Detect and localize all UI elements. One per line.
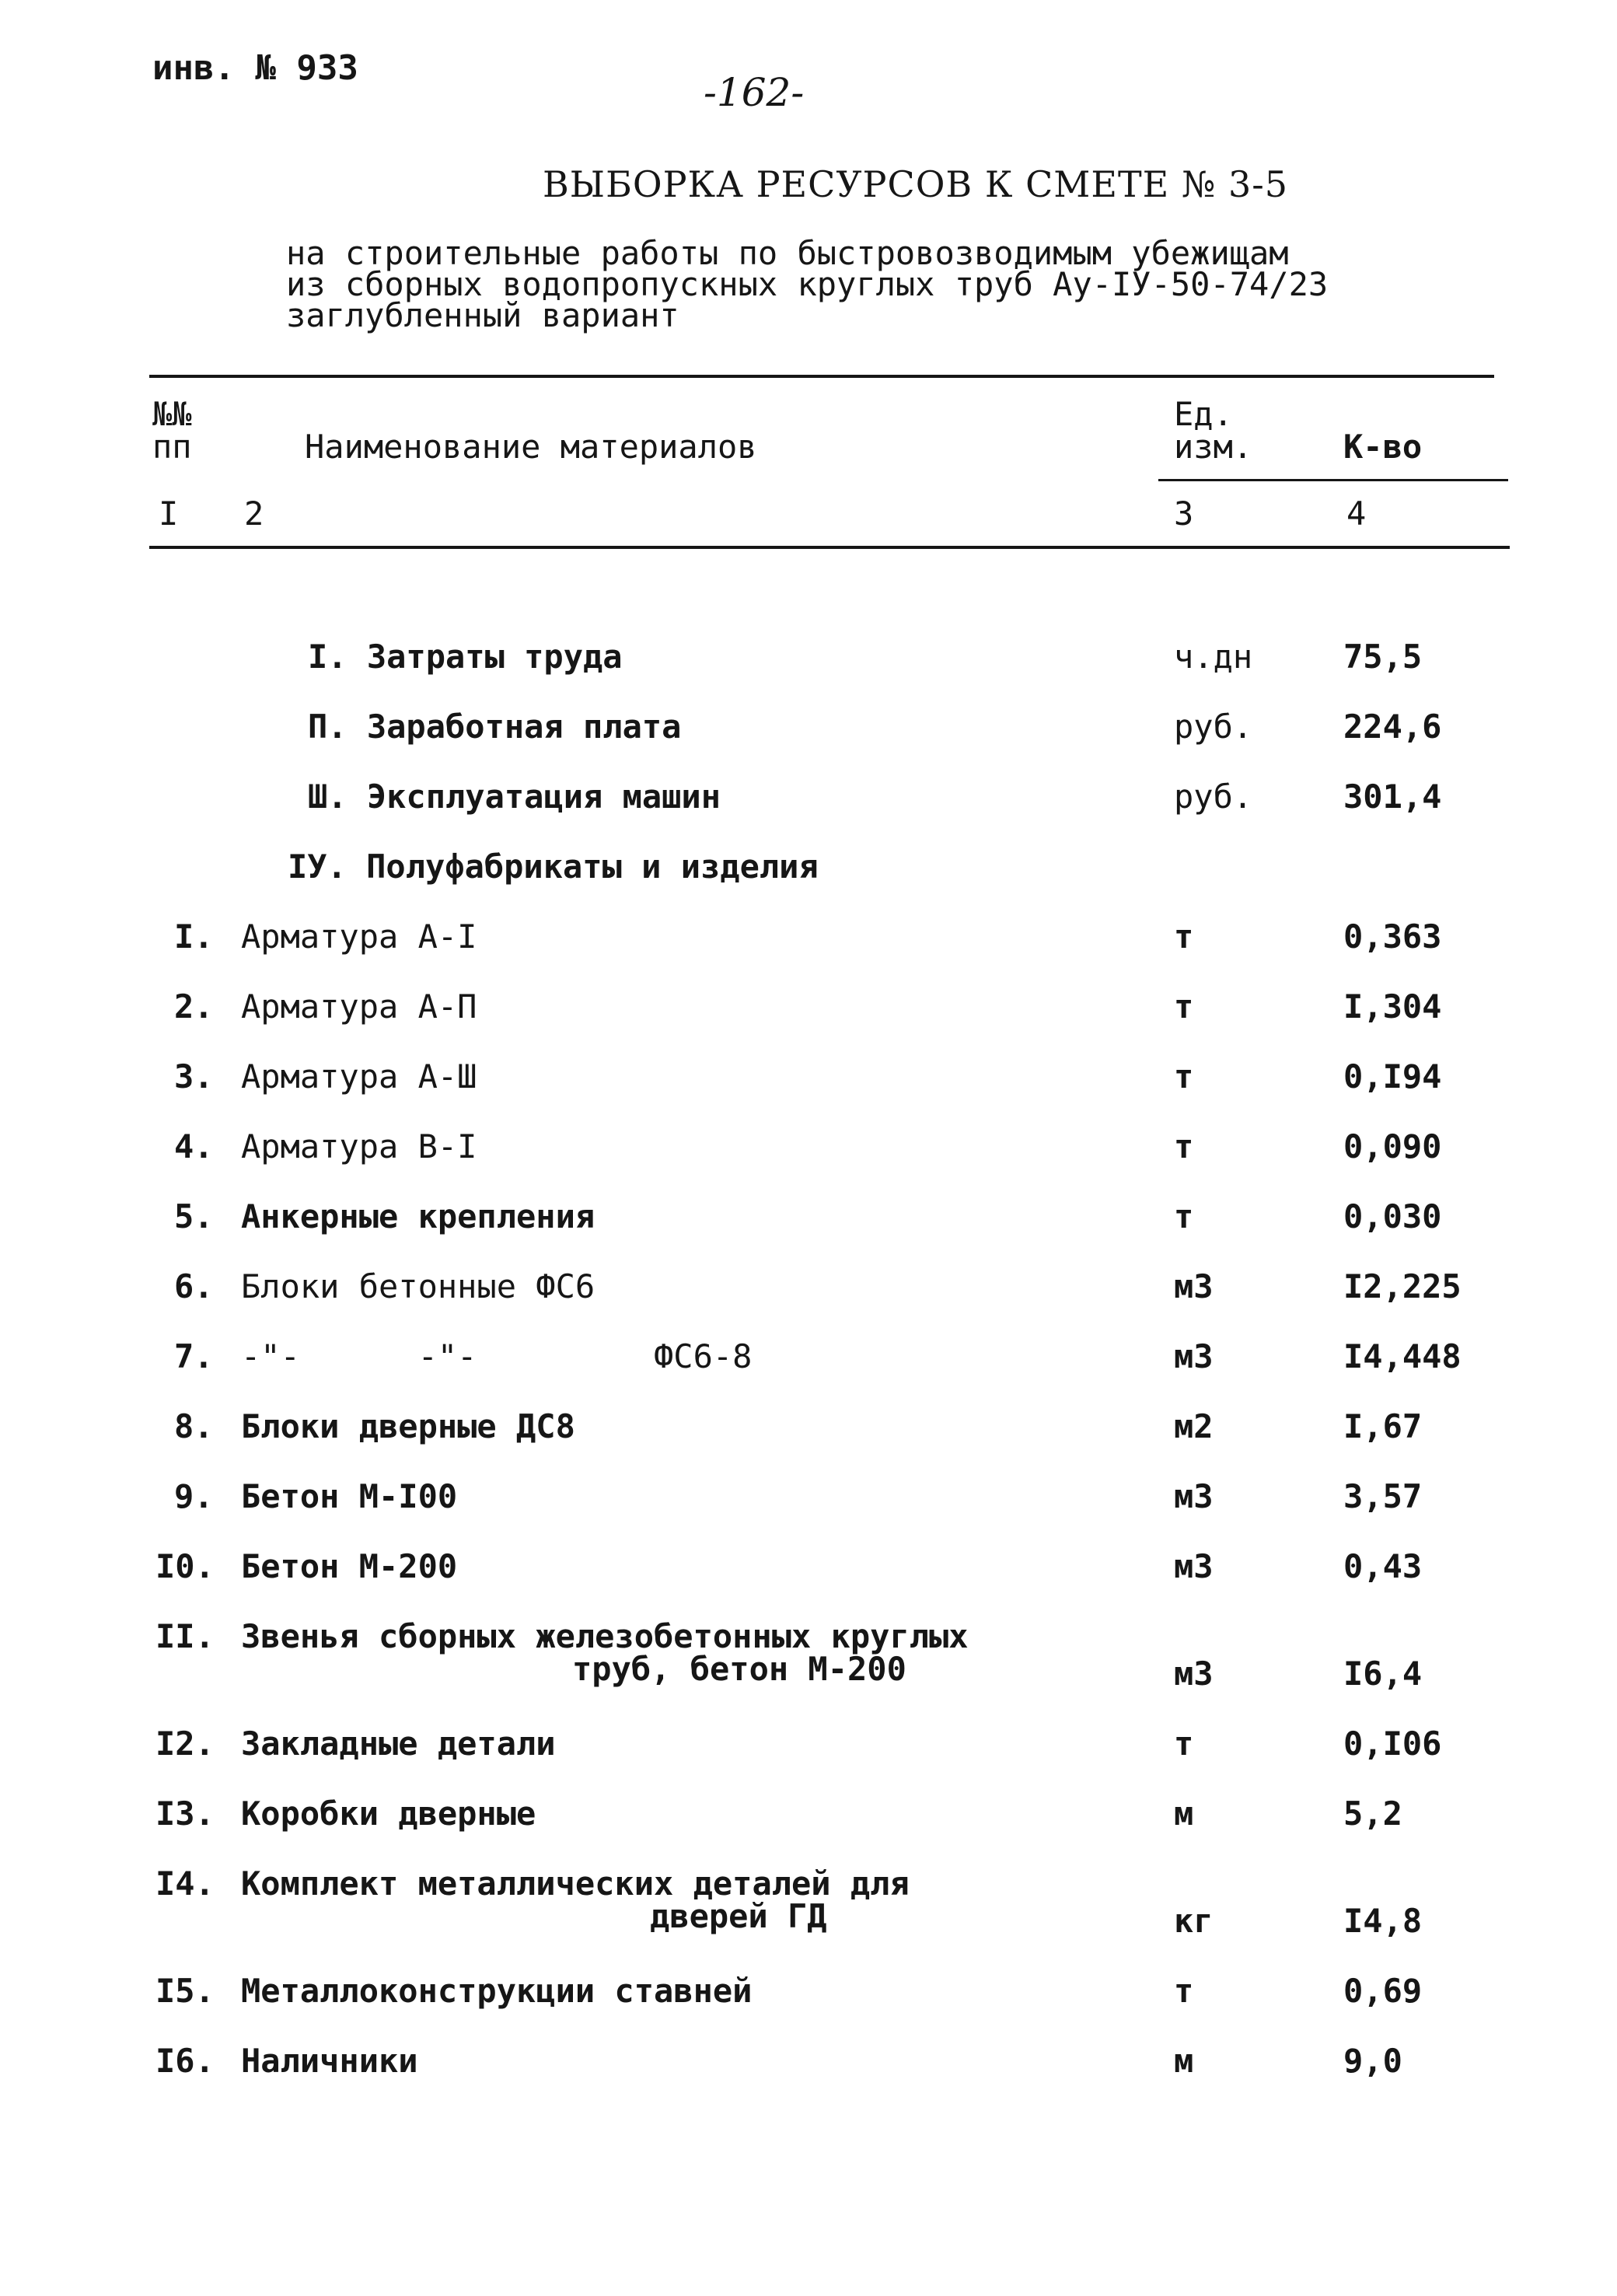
col-header-num-2: пп xyxy=(152,428,192,466)
table-row-qty: 3,57 xyxy=(1343,1477,1423,1515)
header-divider-rule xyxy=(1158,479,1508,481)
table-row-unit: м2 xyxy=(1174,1407,1214,1445)
table-row-name: Арматура В-I xyxy=(241,1127,477,1165)
table-row-qty: 0,030 xyxy=(1343,1197,1442,1235)
section-label: Ш. Эксплуатация машин xyxy=(308,778,721,816)
table-row-name: Закладные детали xyxy=(241,1725,556,1763)
table-row-unit: м xyxy=(1174,1795,1194,1833)
section-qty: 224,6 xyxy=(1343,708,1442,746)
table-row-num: I4. xyxy=(155,1864,215,1903)
table-row-qty: 0,090 xyxy=(1343,1127,1442,1165)
document-title: ВЫБОРКА РЕСУРСОВ К СМЕТЕ № 3-5 xyxy=(543,163,1289,205)
table-row-name-cont: дверей ГД xyxy=(650,1897,827,1935)
col-header-num-1: №№ xyxy=(152,395,192,433)
table-row-num: 8. xyxy=(174,1407,214,1445)
table-row-unit: м3 xyxy=(1174,1267,1214,1305)
table-row-num: I2. xyxy=(155,1725,215,1763)
table-row-name: Арматура А-П xyxy=(241,987,477,1026)
table-row-unit: т xyxy=(1174,917,1194,956)
table-row-unit: кг xyxy=(1174,1902,1214,1940)
table-row-name: Арматура А-Ш xyxy=(241,1057,477,1096)
table-row-qty: 0,I06 xyxy=(1343,1725,1442,1763)
table-row-name: Комплект металлических деталей для xyxy=(241,1864,910,1903)
col-header-qty: К-во xyxy=(1343,428,1423,466)
table-row-num: 9. xyxy=(174,1477,214,1515)
table-row-num: II. xyxy=(155,1617,215,1655)
table-row-num: I6. xyxy=(155,2042,215,2080)
table-row-num: 4. xyxy=(174,1127,214,1165)
col-header-unit-2: изм. xyxy=(1174,428,1253,466)
section-unit: руб. xyxy=(1174,778,1253,816)
table-row-qty: I4,448 xyxy=(1343,1337,1462,1375)
section-label: I. Затраты труда xyxy=(308,638,623,676)
table-row-name: Блоки дверные ДС8 xyxy=(241,1407,575,1445)
table-row-num: 7. xyxy=(174,1337,214,1375)
table-row-qty: I4,8 xyxy=(1343,1902,1423,1940)
section-unit: ч.дн xyxy=(1174,638,1253,676)
table-row-name: Анкерные крепления xyxy=(241,1197,595,1235)
subtitle-line-1: на строительные работы по быстровозводимым убежищам xyxy=(286,234,1289,272)
table-row-name-cont: труб, бетон М-200 xyxy=(572,1650,906,1688)
table-row-unit: т xyxy=(1174,1725,1194,1763)
inventory-number: инв. № 933 xyxy=(152,48,358,88)
table-row-name: Арматура А-I xyxy=(241,917,477,956)
table-row-unit: т xyxy=(1174,987,1194,1026)
col-number-4: 4 xyxy=(1346,494,1367,533)
table-row-name: Блоки бетонные ФС6 xyxy=(241,1267,595,1305)
section-qty: 301,4 xyxy=(1343,778,1442,816)
table-row-qty: 0,69 xyxy=(1343,1972,1423,2010)
col-header-name: Наименование материалов xyxy=(305,428,757,466)
table-row-unit: м3 xyxy=(1174,1655,1214,1693)
table-top-rule xyxy=(149,375,1494,378)
table-row-qty: 9,0 xyxy=(1343,2042,1402,2080)
table-row-unit: т xyxy=(1174,1197,1194,1235)
table-row-unit: м3 xyxy=(1174,1477,1214,1515)
table-row-qty: 5,2 xyxy=(1343,1795,1402,1833)
section-unit: руб. xyxy=(1174,708,1253,746)
table-row-qty: 0,I94 xyxy=(1343,1057,1442,1096)
section-qty: 75,5 xyxy=(1343,638,1423,676)
table-row-name: Бетон М-200 xyxy=(241,1547,458,1585)
table-row-unit: т xyxy=(1174,1057,1194,1096)
table-row-num: 5. xyxy=(174,1197,214,1235)
table-row-num: I5. xyxy=(155,1972,215,2010)
table-row-num: I0. xyxy=(155,1547,215,1585)
table-row-qty: I,67 xyxy=(1343,1407,1423,1445)
table-row-qty: 0,363 xyxy=(1343,917,1442,956)
table-row-qty: I6,4 xyxy=(1343,1655,1423,1693)
subtitle-line-3: заглубленный вариант xyxy=(286,296,679,334)
table-row-name: Бетон М-I00 xyxy=(241,1477,458,1515)
table-row-name: Звенья сборных железобетонных круглых xyxy=(241,1617,969,1655)
section-label: П. Заработная плата xyxy=(308,708,682,746)
table-row-qty: I,304 xyxy=(1343,987,1442,1026)
col-header-unit-1: Ед. xyxy=(1174,395,1233,433)
table-row-num: I. xyxy=(174,917,214,956)
table-row-name: Металлоконструкции ставней xyxy=(241,1972,753,2010)
section-label: IУ. Полуфабрикаты и изделия xyxy=(288,847,819,886)
page-number: -162- xyxy=(704,70,805,115)
col-number-3: 3 xyxy=(1174,494,1194,533)
col-number-1: I xyxy=(159,494,179,533)
table-row-unit: м3 xyxy=(1174,1337,1214,1375)
table-row-unit: м3 xyxy=(1174,1547,1214,1585)
header-bottom-rule xyxy=(149,546,1510,549)
table-row-num: 2. xyxy=(174,987,214,1026)
table-row-unit: т xyxy=(1174,1972,1194,2010)
table-row-name: Наличники xyxy=(241,2042,418,2080)
table-row-name: -"- -"- ФС6-8 xyxy=(241,1337,753,1375)
subtitle-line-2: из сборных водопропускных круглых труб Ау-IУ-50-74/23 xyxy=(286,265,1329,303)
col-number-2: 2 xyxy=(244,494,264,533)
table-row-unit: м xyxy=(1174,2042,1194,2080)
table-row-num: I3. xyxy=(155,1795,215,1833)
table-row-num: 3. xyxy=(174,1057,214,1096)
table-row-unit: т xyxy=(1174,1127,1194,1165)
table-row-name: Коробки дверные xyxy=(241,1795,536,1833)
table-row-qty: 0,43 xyxy=(1343,1547,1423,1585)
table-row-num: 6. xyxy=(174,1267,214,1305)
table-row-qty: I2,225 xyxy=(1343,1267,1462,1305)
